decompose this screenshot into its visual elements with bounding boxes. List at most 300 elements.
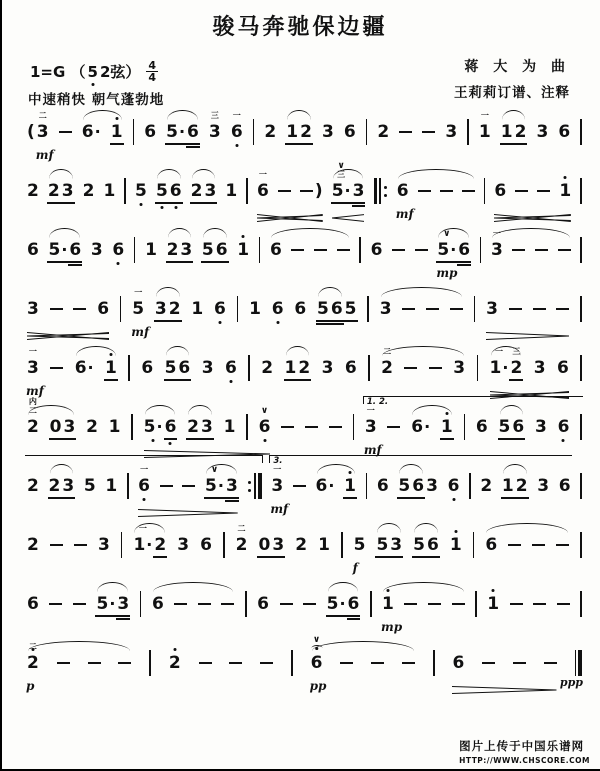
beam-underline — [515, 497, 529, 499]
page-title: 骏马奔驰保边疆 — [212, 15, 388, 40]
note: 3 — [534, 417, 547, 437]
slur-arc — [188, 405, 212, 415]
barline — [480, 237, 482, 263]
beam-underline — [330, 320, 344, 322]
duration-dash — [340, 662, 353, 665]
slur-arc — [203, 228, 227, 238]
slur-arc — [166, 346, 190, 356]
note: 1 — [105, 476, 118, 496]
note: 3 — [379, 299, 392, 319]
beam-underline — [316, 323, 330, 325]
note-annotations — [367, 407, 375, 415]
duration-dash — [404, 603, 417, 606]
note: 2 — [261, 358, 274, 378]
note: 6 — [225, 358, 237, 378]
duration-dash — [556, 308, 569, 311]
note: 1 — [108, 417, 121, 437]
hairpin — [486, 325, 569, 333]
credits — [454, 56, 570, 101]
score-line — [27, 280, 582, 339]
barline — [484, 178, 486, 204]
barline — [237, 296, 239, 322]
beam-underline — [498, 438, 512, 440]
note: 5 — [156, 181, 168, 201]
note: 6 — [494, 181, 507, 201]
duration-dash — [513, 662, 526, 665]
slur-arc — [377, 523, 401, 533]
beam-underline — [257, 556, 271, 558]
slur-arc — [399, 464, 423, 474]
beam-underline — [186, 146, 200, 148]
beam-underline — [104, 379, 118, 381]
duration-dash — [533, 603, 546, 606]
slur-arc — [287, 110, 311, 120]
finger-string-mark: 二 — [38, 111, 47, 120]
octave-dot-down — [143, 498, 146, 501]
note: 2 — [191, 181, 203, 201]
beam-underline — [411, 497, 425, 499]
time-signature-denominator: 4 — [148, 71, 157, 84]
breath-mark-icon: ∨ — [337, 161, 345, 171]
duration-dash — [440, 190, 453, 193]
finger-string-mark: 内 — [28, 397, 37, 406]
duration-dash — [198, 603, 211, 606]
note: 2 — [154, 535, 166, 555]
note: 3 — [353, 181, 365, 201]
dynamic-marking: mp — [381, 620, 403, 634]
note-annotations — [134, 289, 142, 297]
note: 6 · — [74, 358, 94, 378]
beam-underline — [347, 618, 361, 620]
slur-arc — [97, 582, 128, 592]
note: 3 — [205, 181, 217, 201]
octave-dot-down — [160, 206, 163, 209]
finger-string-mark: 一 — [28, 347, 37, 356]
note: 3 — [63, 417, 75, 437]
note: 2 — [48, 181, 60, 201]
duration-dash — [415, 249, 428, 252]
duration-dash — [174, 603, 187, 606]
dynamic-marking: pp — [309, 679, 327, 693]
beam-underline — [164, 438, 178, 440]
duration-dash — [337, 249, 350, 252]
duration-dash — [535, 249, 548, 252]
duration-dash — [532, 544, 545, 547]
octave-dot-down — [276, 321, 279, 324]
barline — [580, 532, 582, 558]
slur-arc — [312, 641, 414, 651]
note: 5 — [376, 535, 388, 555]
dynamic-marking: mf — [363, 443, 382, 457]
barline — [580, 237, 582, 263]
beam-underline — [440, 438, 454, 440]
note-annotations — [140, 466, 148, 474]
duration-dash — [422, 131, 435, 134]
note: 2 二 p — [26, 642, 39, 693]
note-annotations — [29, 348, 37, 356]
breath-mark-icon: ∨ — [312, 635, 321, 645]
note: 1 — [105, 358, 117, 378]
finger-string-mark: 二 — [383, 347, 392, 356]
barline — [366, 473, 368, 499]
note: 6 ∨ — [259, 417, 271, 437]
barline — [467, 119, 469, 145]
barline — [353, 414, 355, 440]
note: 1 — [191, 299, 204, 319]
beam-underline — [326, 615, 347, 617]
tempo-marking: 中速稍快 朝气蓬勃地 — [28, 92, 165, 108]
slur-arc — [76, 346, 116, 356]
barline — [246, 178, 248, 204]
barline — [359, 237, 361, 263]
duration-dash — [73, 308, 86, 311]
beam-underline — [397, 497, 411, 499]
beam-underline — [344, 320, 358, 322]
duration-dash — [533, 308, 546, 311]
finger-string-mark: 一 — [480, 111, 489, 120]
slur-arc — [328, 582, 359, 592]
note: 6 — [448, 476, 460, 496]
beam-underline — [215, 261, 229, 263]
note: 6 — [170, 181, 182, 201]
note: 3 一 mf — [26, 347, 44, 398]
barline — [580, 473, 582, 499]
note: 3 — [390, 535, 402, 555]
note: 6 一 — [256, 170, 269, 201]
note: 6 — [348, 594, 360, 614]
duration-dash — [305, 426, 318, 429]
barline — [477, 355, 479, 381]
beam-underline — [389, 556, 403, 558]
score-line — [27, 457, 582, 516]
note: 3 一 — [491, 229, 503, 260]
score-line — [27, 634, 582, 693]
repeat-end-barline — [247, 473, 261, 499]
note: 5 · ∨ 三 — [332, 181, 351, 201]
note: 2 — [300, 122, 312, 142]
beam-underline — [165, 143, 186, 145]
note: 6 — [485, 535, 498, 555]
beam-underline — [166, 261, 180, 263]
note: 3 — [536, 122, 549, 142]
beam-underline — [343, 497, 357, 499]
barline — [291, 650, 293, 676]
duration-dash — [402, 308, 415, 311]
note: 6 — [272, 299, 284, 319]
slur-arc — [192, 169, 216, 179]
note: 6 — [557, 358, 569, 378]
note: 5 — [499, 417, 511, 437]
key-signature — [30, 60, 158, 83]
watermark-site-name: 图片上传于中国乐谱网 — [459, 739, 585, 753]
beam-underline — [426, 556, 440, 558]
duration-dash — [291, 249, 304, 252]
barline — [475, 591, 477, 617]
key-prefix: 1=G （ — [30, 63, 86, 81]
finger-string-mark: 一 — [495, 347, 503, 356]
note: 6 — [257, 594, 269, 614]
octave-dot-down — [218, 321, 221, 324]
finger-string-mark: 一 — [134, 288, 143, 297]
beam-underline — [204, 202, 218, 204]
duration-dash — [314, 249, 327, 252]
breath-mark-icon: ∨ — [260, 406, 269, 416]
note: 2 — [169, 299, 181, 319]
slur-arc — [318, 287, 342, 297]
beam-underline — [457, 261, 471, 263]
dynamic-marking: f — [352, 561, 358, 575]
duration-dash — [281, 426, 294, 429]
beam-underline — [47, 202, 61, 204]
score — [27, 103, 582, 693]
note: 3 — [97, 535, 110, 555]
duration-dash — [508, 544, 521, 547]
barline — [140, 591, 142, 617]
hairpin — [490, 384, 569, 392]
note: 5 · — [96, 594, 115, 614]
final-barline — [575, 650, 582, 676]
note: 6 — [558, 122, 571, 142]
note: 5 — [202, 240, 214, 260]
note: 3 — [226, 476, 238, 496]
duration-dash — [450, 308, 463, 311]
barline — [149, 650, 151, 676]
dynamic-marking: mf — [395, 207, 414, 221]
beam-underline — [48, 497, 62, 499]
note: 1 — [145, 240, 157, 260]
duration-dash — [74, 544, 87, 547]
note: 6 · — [315, 476, 335, 496]
beam-underline — [347, 615, 361, 617]
barline — [367, 296, 369, 322]
slur-arc — [49, 169, 73, 179]
watermark — [459, 738, 590, 765]
beam-underline — [61, 202, 75, 204]
duration-dash — [300, 190, 313, 193]
note: 1 — [285, 358, 297, 378]
note: 2 — [27, 476, 39, 496]
duration-dash — [558, 249, 571, 252]
note: 6 ∨ pp — [309, 635, 327, 693]
beam-underline — [68, 261, 82, 263]
beam-underline — [61, 497, 75, 499]
barline — [245, 591, 247, 617]
note: 3 — [486, 299, 498, 319]
duration-dash — [510, 603, 523, 606]
note: 5 — [83, 476, 96, 496]
slur-arc — [381, 287, 462, 297]
duration-dash — [88, 662, 101, 665]
beam-underline — [331, 202, 352, 204]
finger-string-mark: 二 — [28, 642, 37, 651]
barline — [580, 119, 582, 145]
note: 3 — [62, 181, 74, 201]
duration-dash — [50, 367, 63, 370]
duration-dash — [418, 190, 431, 193]
slur-arc — [438, 228, 469, 238]
octave-dot-up — [492, 589, 495, 592]
note: 6 — [178, 358, 190, 378]
beam-underline — [153, 556, 167, 558]
note: 6 — [458, 240, 470, 260]
octave-dot-down — [263, 439, 266, 442]
note: 2 — [377, 122, 390, 142]
beam-underline — [47, 261, 68, 263]
note: 0 — [258, 535, 270, 555]
note: 1 — [344, 476, 356, 496]
note: 6 mf — [395, 181, 414, 221]
barline — [370, 591, 372, 617]
repeat-start-barline — [374, 178, 388, 204]
slur-arc — [145, 405, 176, 415]
score-line — [27, 103, 582, 162]
barline — [259, 237, 261, 263]
beam-underline — [514, 143, 528, 145]
note: 6 — [141, 358, 154, 378]
note: 6 — [165, 417, 177, 437]
barline — [473, 532, 475, 558]
note: 6 — [27, 240, 39, 260]
scan-border-left — [0, 0, 2, 771]
note: 5 — [165, 358, 177, 378]
beam-underline — [177, 379, 191, 381]
slur-arc — [157, 169, 181, 179]
duration-dash — [371, 662, 384, 665]
hairpin — [332, 207, 365, 215]
time-signature — [146, 60, 158, 83]
duration-dash — [160, 485, 173, 488]
note: 3 — [177, 535, 190, 555]
note-annotations — [39, 112, 47, 120]
note: 6 — [558, 476, 571, 496]
slur-arc — [383, 582, 463, 592]
note: 2 — [86, 417, 98, 437]
dynamic-marking: mf — [35, 148, 54, 162]
note: 6 — [512, 417, 524, 437]
note: 6 一 — [231, 122, 243, 142]
note: 1 — [225, 181, 238, 201]
note: 6 — [214, 299, 226, 319]
note: 2 — [295, 535, 308, 555]
note-annotations — [481, 112, 489, 120]
note: 6 — [112, 240, 124, 260]
finger-string-mark: 一 — [140, 465, 149, 474]
slur-arc — [486, 523, 568, 533]
note-annotations — [273, 466, 281, 474]
note: 6 一 — [138, 476, 150, 496]
note: 6 — [452, 653, 465, 673]
dynamic-marking: mf — [270, 502, 289, 516]
duration-dash — [392, 249, 405, 252]
slur-arc — [28, 405, 74, 415]
slur-arc — [398, 169, 474, 179]
slur-arc — [153, 582, 233, 592]
score-line — [27, 221, 582, 280]
barline — [120, 296, 122, 322]
note: 1 — [502, 476, 514, 496]
octave-dot-down — [174, 206, 177, 209]
note: 6 — [343, 122, 356, 142]
slur-arc — [412, 405, 452, 415]
beam-underline — [436, 261, 457, 263]
note-annotations — [261, 407, 268, 415]
beam-underline — [204, 497, 225, 499]
note-annotations — [211, 112, 219, 120]
note: 1 — [237, 240, 249, 260]
note: 1 — [318, 535, 330, 555]
note: 6 — [69, 240, 81, 260]
note-annotations — [238, 525, 246, 533]
beam-underline — [284, 379, 298, 381]
note: 2 内 二 — [27, 397, 39, 437]
barline — [253, 119, 255, 145]
note: 5 — [398, 476, 410, 496]
note: 3 — [201, 417, 213, 437]
beam-underline — [179, 261, 193, 263]
beam-underline — [186, 438, 200, 440]
slur-arc — [333, 169, 364, 179]
duration-dash — [426, 308, 439, 311]
note: 1 · 一 — [489, 347, 509, 378]
hairpin — [138, 502, 238, 510]
note: 6 — [151, 594, 164, 614]
note: 2 — [515, 122, 527, 142]
duration-dash — [278, 190, 291, 193]
slur-arc — [49, 228, 80, 238]
note: 0 — [50, 417, 62, 437]
note: 1 — [103, 181, 116, 201]
note: 2 — [480, 476, 493, 496]
note: 1 — [223, 417, 236, 437]
hairpin — [27, 325, 109, 333]
finger-string-mark: 一 — [232, 111, 241, 120]
duration-dash — [50, 544, 63, 547]
key-string-note-low5: 5 — [88, 63, 98, 81]
octave-dot-up — [454, 530, 457, 533]
slur-arc — [502, 110, 526, 120]
time-signature-numerator: 4 — [148, 59, 157, 72]
finger-string-mark: 三 — [210, 111, 219, 120]
duration-dash — [556, 544, 569, 547]
beam-underline — [164, 379, 178, 381]
low-octave-dot — [91, 83, 94, 86]
beam-underline — [412, 556, 426, 558]
duration-dash — [280, 603, 293, 606]
note: 3 — [27, 299, 39, 319]
finger-string-mark: 三 — [337, 170, 346, 179]
beam-underline — [116, 618, 130, 620]
duration-dash — [399, 131, 412, 134]
phrase-parenthesis: ( — [27, 122, 35, 142]
note: 6 — [294, 299, 307, 319]
slur-arc — [503, 464, 527, 474]
duration-dash — [537, 190, 550, 193]
note: 3 — [426, 476, 438, 496]
note-annotations — [259, 171, 267, 179]
slur-arc — [492, 228, 570, 238]
beam-underline — [62, 438, 76, 440]
slur-arc — [83, 110, 122, 120]
dynamic-marking: mf — [131, 325, 150, 339]
note: 5 f — [352, 535, 366, 575]
slur-arc — [156, 287, 180, 297]
duration-dash — [452, 603, 465, 606]
note: 1 mp — [382, 594, 394, 614]
note: 2 三 — [510, 358, 522, 378]
dynamic-marking: mp — [436, 266, 458, 280]
note: 6 — [344, 358, 357, 378]
beam-underline — [49, 438, 63, 440]
